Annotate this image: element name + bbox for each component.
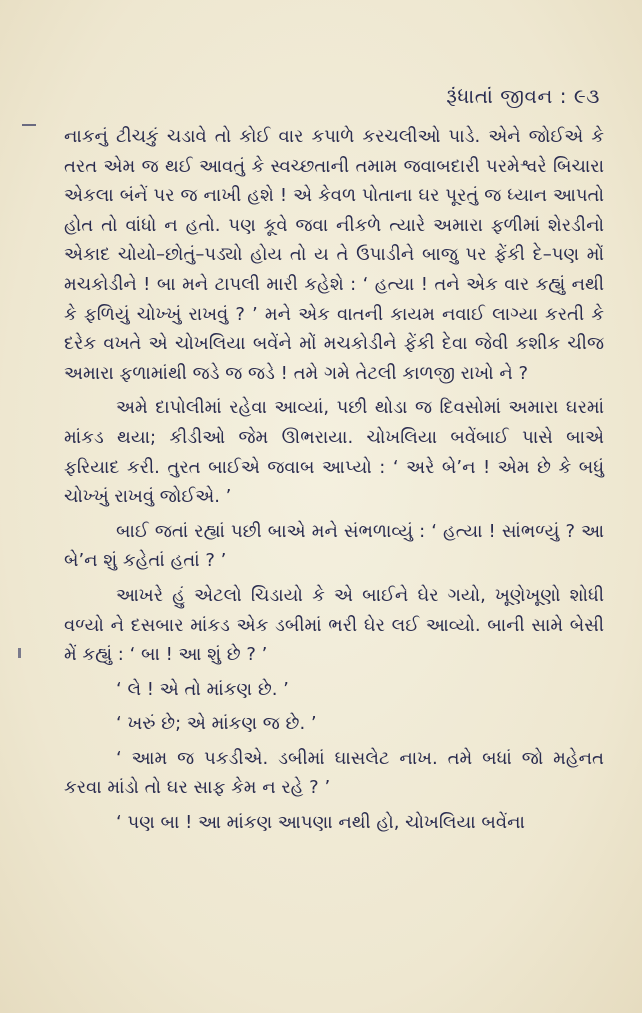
paragraph: ‘ પણ બા ! આ માંકણ આપણા નથી હો, ચોખલિયા બવેંના bbox=[116, 812, 525, 834]
paragraph: ‘ આમ જ પકડીએ. ડબીમાં ઘાસલેટ નાખ. તમે બધાં જો મહેનત કરવા માંડો તો ઘર સાફ કેમ ન રહે ? ’ bbox=[64, 747, 604, 799]
paragraph: બાઈ જતાં રહ્યાં પછી બાએ મને સંભળાવ્યું : ‘ હત્યા ! સાંભળ્યું ? આ બે’ન શું કહેતાં હતાં ? ’ bbox=[64, 520, 604, 572]
paragraph: ‘ લે ! એ તો માંકણ છે. ’ bbox=[116, 678, 289, 700]
paragraph: ‘ ખરું છે; એ માંકણ જ છે. ’ bbox=[116, 713, 317, 735]
paragraph: આખરે હું એટલો ચિડાયો કે એ બાઈને ઘેર ગયો, ખૂણેખૂણો શોધી વળ્યો ને દસબાર માંકડ એક ડબીમાં ભરી ઘેર લઈ આવ્યો. બાની સામે બેસી મેં કહ્યું : ‘ બા ! આ શું છે ? ’ bbox=[64, 584, 604, 666]
margin-speck bbox=[18, 648, 21, 658]
page-body bbox=[64, 122, 604, 838]
margin-mark bbox=[22, 124, 36, 126]
running-head: રૂંધાતાં જીવન : ૯૩ bbox=[446, 84, 600, 108]
paragraph: નાકનું ટીચકું ચડાવે તો કોઈ વાર કપાળે કરચલીઓ પાડે. એને જોઈએ કે તરત એમ જ થઈ આવતું કે સ્વચ્છતાની તમામ જવાબદારી પરમેશ્વરે બિચારા એકલા બંનેં પર જ નાખી હશે ! એ કેવળ પોતાના ઘર પૂરતું જ ધ્યાન આપતો હોત તો વાંધો ન હતો. પણ કૂવે જવા નીકળે ત્યારે અમારા ફળીમાં શેરડીનો એકાદ ચોયો–છોતું–પડ્યો હોય તો ય તે ઉપાડીને બાજુ પર ફેંકી દે–પણ મોં મચકોડીને ! બા મને ટાપલી મારી કહેશે : ‘ હત્યા ! તને એક વાર કહ્યું નથી કે ફળિયું ચોખ્ખું રાખવું ? ’ મને એક વાતની કાયમ નવાઈ લાગ્યા કરતી કે દરેક વખતે એ ચોખલિયા બવેંને મોં મચકોડીને ફેંકી દેવા જેવી કશીક ચીજ અમારા ફળામાંથી જડે જ જડે ! તમે ગમે તેટલી કાળજી રાખો ને ? bbox=[64, 126, 604, 384]
paragraph: અમે દાપોલીમાં રહેવા આવ્યાં, પછી થોડા જ દિવસોમાં અમારા ઘરમાં માંકડ થયા; કીડીઓ જેમ ઊભરાયા. ચોખલિયા બવેંબાઈ પાસે બાએ ફરિયાદ કરી. તુરત બાઈએ જવાબ આપ્યો : ‘ અરે બે’ન ! એમ છે કે બધું ચોખ્ખું રાખવું જોઈએ. ’ bbox=[64, 397, 604, 508]
